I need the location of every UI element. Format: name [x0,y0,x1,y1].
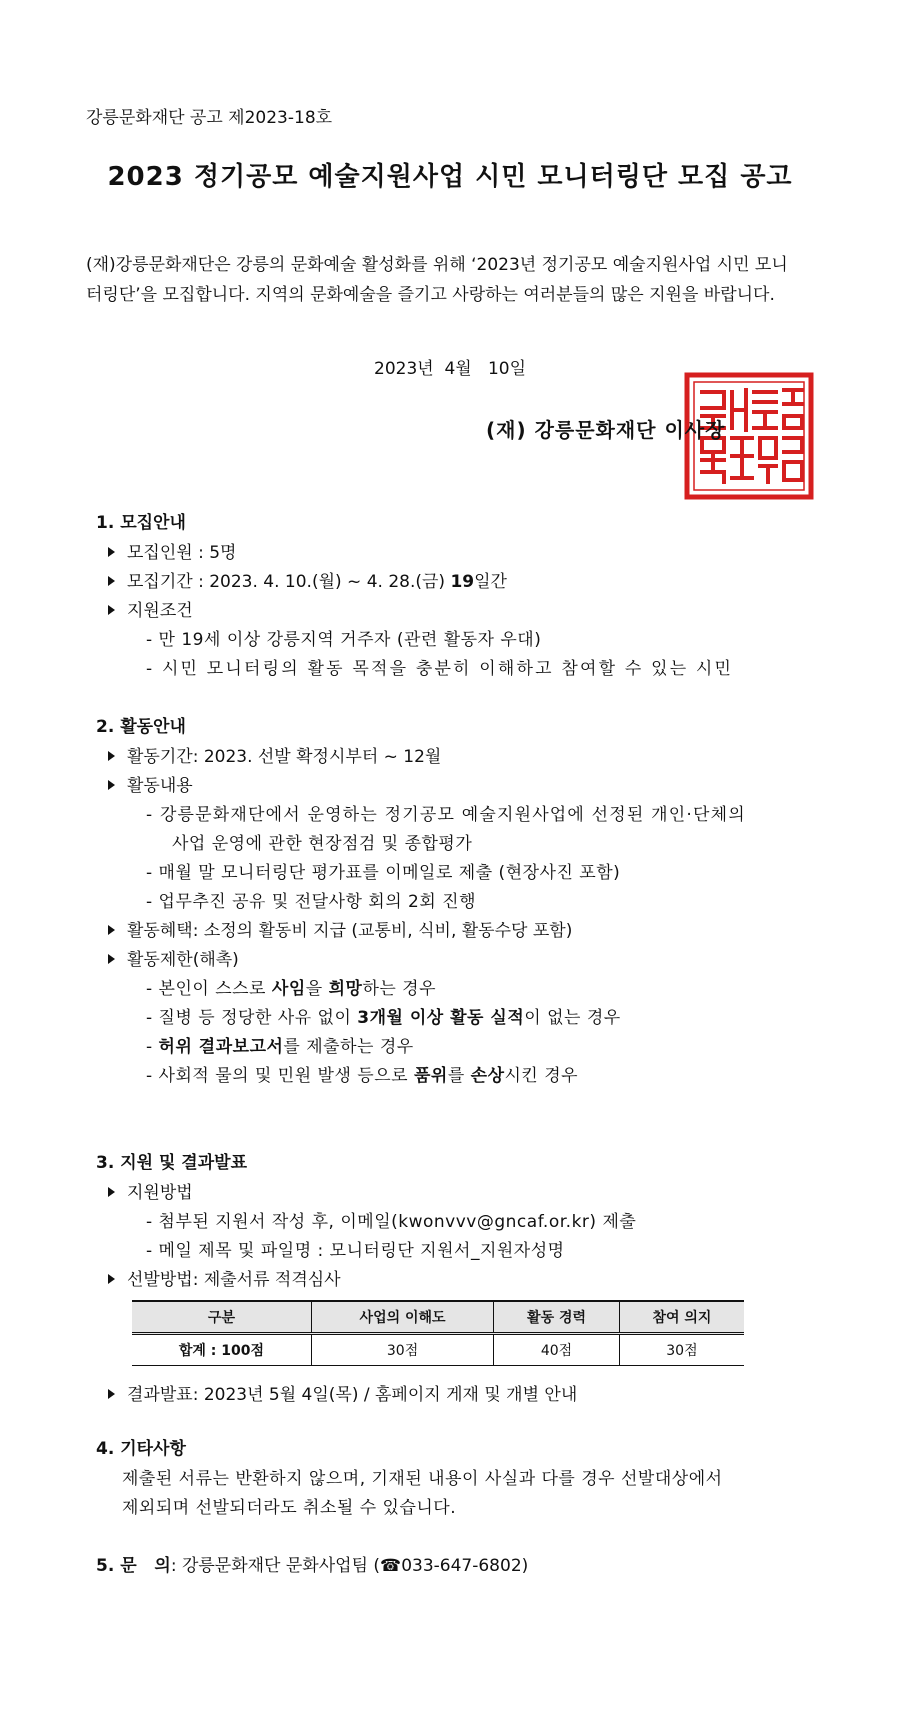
intro-line: (재)강릉문화재단은 강릉의 문화예술 활성화를 위해 ‘2023년 정기공모 예술지원사업 시민 모니 [86,255,788,275]
table-header: 사업의 이해도 [311,1301,493,1334]
paragraph-line: 제출된 서류는 반환하지 않으며, 기재된 내용이 사실과 다를 경우 선발대상에서 [122,1469,723,1489]
sub-item: - 첨부된 지원서 작성 후, 이메일(kwonvvv@gncaf.or.kr) 제출 [146,1212,637,1232]
section-heading-application: 3. 지원 및 결과발표 [96,1153,247,1173]
notice-date: 2023년 4월 10일 [374,359,526,379]
sub-item: - 업무추진 공유 및 전달사항 회의 2회 진행 [146,892,477,912]
table-row [132,1334,744,1366]
table-header: 구분 [132,1301,311,1334]
sub-item: - 강릉문화재단에서 운영하는 정기공모 예술지원사업에 선정된 개인·단체의 [146,805,746,825]
intro-paragraph [86,250,826,310]
sub-item: - 매월 말 모니터링단 평가표를 이메일로 제출 (현장사진 포함) [146,863,621,883]
sub-item: - 메일 제목 및 파일명 : 모니터링단 지원서_지원자성명 [146,1241,565,1261]
bullet-icon [108,751,115,761]
intro-line: 터링단’을 모집합니다. 지역의 문화예술을 즐기고 사랑하는 여러분들의 많은 지원을 바랍니다. [86,285,775,305]
table-cell: 30점 [619,1334,744,1366]
table-header: 참여 의지 [619,1301,744,1334]
list-item: 모집인원 : 5명 [108,538,236,563]
bullet-icon [108,576,115,586]
sub-item: - 만 19세 이상 강릉지역 거주자 (관련 활동자 우대) [146,630,542,650]
notice-number: 강릉문화재단 공고 제2023-18호 [86,108,333,128]
contact-line: 5. 문 의: 강릉문화재단 문화사업팀 (☎033-647-6802) [96,1556,529,1576]
list-item: 지원방법 [108,1178,193,1203]
bullet-icon [108,925,115,935]
list-item: 지원조건 [108,596,193,621]
bullet-icon [108,1389,115,1399]
list-item: 활동혜택: 소정의 활동비 지급 (교통비, 식비, 활동수당 포함) [108,916,572,941]
table-header-row [132,1301,744,1334]
page-title: 2023 정기공모 예술지원사업 시민 모니터링단 모집 공고 [107,162,793,192]
table-header: 활동 경력 [494,1301,620,1334]
bullet-icon [108,1187,115,1197]
table-cell: 40점 [494,1334,620,1366]
sub-item: - 질병 등 정당한 사유 없이 3개월 이상 활동 실적이 없는 경우 [146,1008,621,1028]
list-item: 선발방법: 제출서류 적격심사 [108,1265,341,1290]
bullet-icon [108,547,115,557]
section-heading-other: 4. 기타사항 [96,1439,186,1459]
section-heading-activity: 2. 활동안내 [96,717,186,737]
list-item: 결과발표: 2023년 5월 4일(목) / 홈페이지 게재 및 개별 안내 [108,1380,577,1405]
sub-item: - 본인이 스스로 사임을 희망하는 경우 [146,979,437,999]
paragraph-line: 제외되며 선발되더라도 취소될 수 있습니다. [122,1498,457,1518]
sub-item: 사업 운영에 관한 현장점검 및 종합평가 [172,834,473,854]
bullet-icon [108,1274,115,1284]
list-item: 활동제한(해촉) [108,945,239,970]
bullet-icon [108,954,115,964]
signer: (재) 강릉문화재단 이사장 [486,418,726,442]
sub-item: - 허위 결과보고서를 제출하는 경우 [146,1037,414,1057]
table-cell: 30점 [311,1334,493,1366]
section-heading-recruitment: 1. 모집안내 [96,513,186,533]
table-cell: 합계 : 100점 [132,1334,311,1366]
bullet-icon [108,780,115,790]
list-item: 활동내용 [108,771,193,796]
evaluation-table [132,1300,744,1366]
list-item: 모집기간 : 2023. 4. 10.(월) ~ 4. 28.(금) 19일간 [108,567,507,592]
list-item: 활동기간: 2023. 선발 확정시부터 ~ 12월 [108,742,441,767]
bullet-icon [108,605,115,615]
sub-item: - 시민 모니터링의 활동 목적을 충분히 이해하고 참여할 수 있는 시민 [146,659,734,679]
sub-item: - 사회적 물의 및 민원 발생 등으로 품위를 손상시킨 경우 [146,1066,579,1086]
